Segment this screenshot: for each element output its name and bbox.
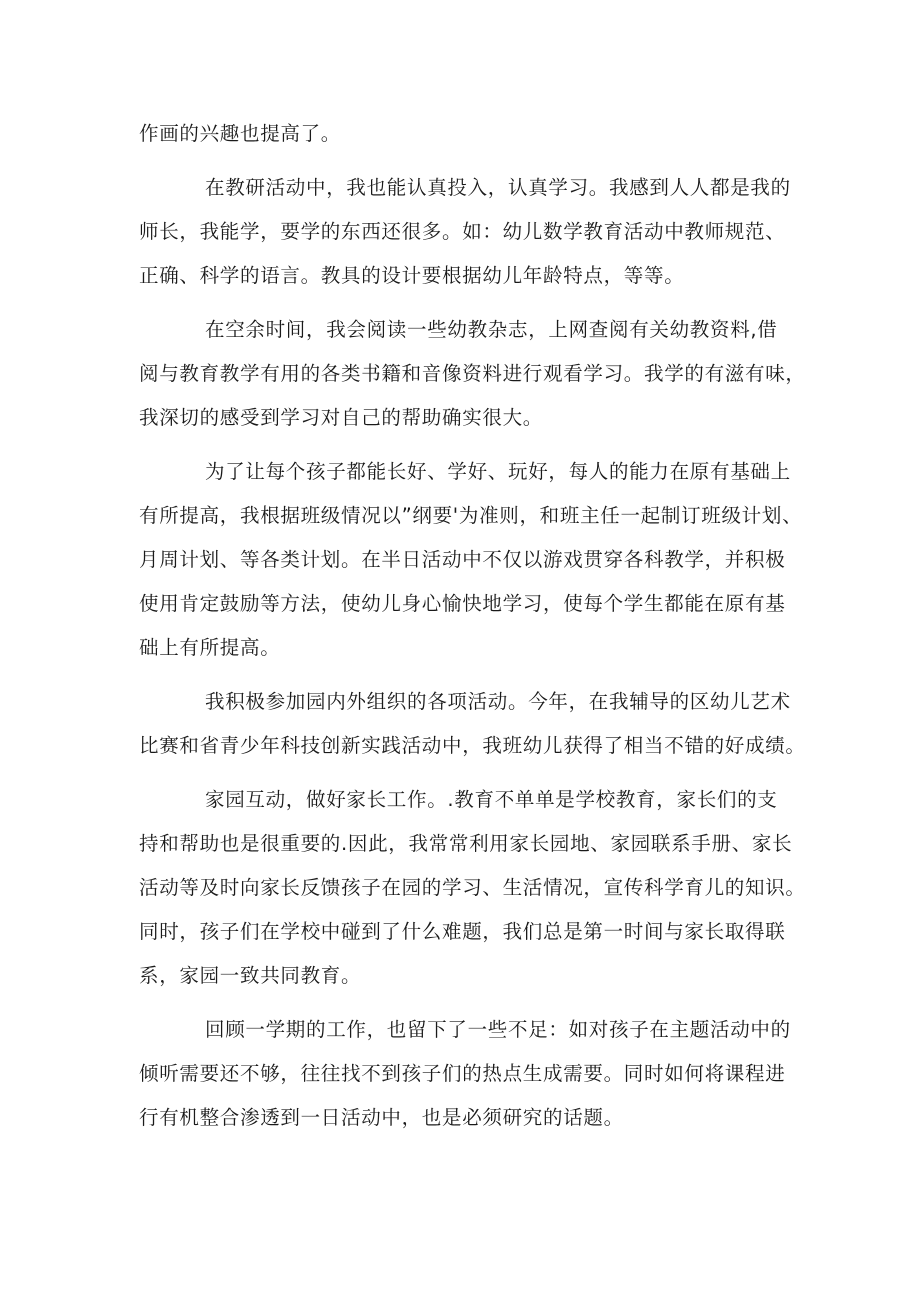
body-line: 正确、科学的语言。教具的设计要根据幼儿年龄特点，等等。 [139, 264, 685, 287]
body-line: 阅与教育教学有用的各类书籍和音像资料进行观看学习。我学的有滋有味， [139, 362, 806, 385]
body-line: 作画的兴趣也提高了。 [139, 122, 342, 145]
paragraph-first-line: 家园互动，做好家长工作。.教育不单单是学校教育，家长们的支 [205, 788, 778, 811]
body-line: 使用肯定鼓励等方法，使幼儿身心愉快地学习，使每个学生都能在原有基 [139, 592, 786, 615]
paragraph-first-line: 在教研活动中，我也能认真投入，认真学习。我感到人人都是我的 [205, 176, 791, 199]
body-line: 行有机整合渗透到一日活动中，也是必须研究的话题。 [139, 1106, 624, 1129]
body-line: 系，家园一致共同教育。 [139, 964, 362, 987]
body-line: 活动等及时向家长反馈孩子在园的学习、生活情况，宣传科学育儿的知识。 [139, 876, 806, 899]
paragraph-first-line: 为了让每个孩子都能长好、学好、玩好，每人的能力在原有基础上 [205, 460, 791, 483]
paragraph-first-line: 在空余时间，我会阅读一些幼教杂志，上网查阅有关幼教资料,借 [205, 318, 778, 341]
body-line: 同时，孩子们在学校中碰到了什么难题，我们总是第一时间与家长取得联 [139, 920, 786, 943]
body-line: 比赛和省青少年科技创新实践活动中，我班幼儿获得了相当不错的好成绩。 [139, 734, 806, 757]
body-line: 师长，我能学，要学的东西还很多。如：幼儿数学教育活动中教师规范、 [139, 220, 786, 243]
paragraph-first-line: 回顾一学期的工作，也留下了一些不足：如对孩子在主题活动中的 [205, 1018, 791, 1041]
body-line: 持和帮助也是很重要的.因此，我常常利用家长园地、家园联系手册、家长 [139, 832, 793, 855]
body-line: 我深切的感受到学习对自己的帮助确实很大。 [139, 406, 544, 429]
body-line: 础上有所提高。 [139, 636, 281, 659]
document-body [139, 112, 806, 1140]
paragraph-first-line: 我积极参加园内外组织的各项活动。今年，在我辅导的区幼儿艺术 [205, 690, 791, 713]
body-line: 有所提高，我根据班级情况以”纲要'为准则，和班主任一起制订班级计划、 [139, 504, 803, 527]
body-line: 月周计划、等各类计划。在半日活动中不仅以游戏贯穿各科教学，并积极 [139, 548, 786, 571]
body-line: 倾听需要还不够，往往找不到孩子们的热点生成需要。同时如何将课程进 [139, 1062, 786, 1085]
